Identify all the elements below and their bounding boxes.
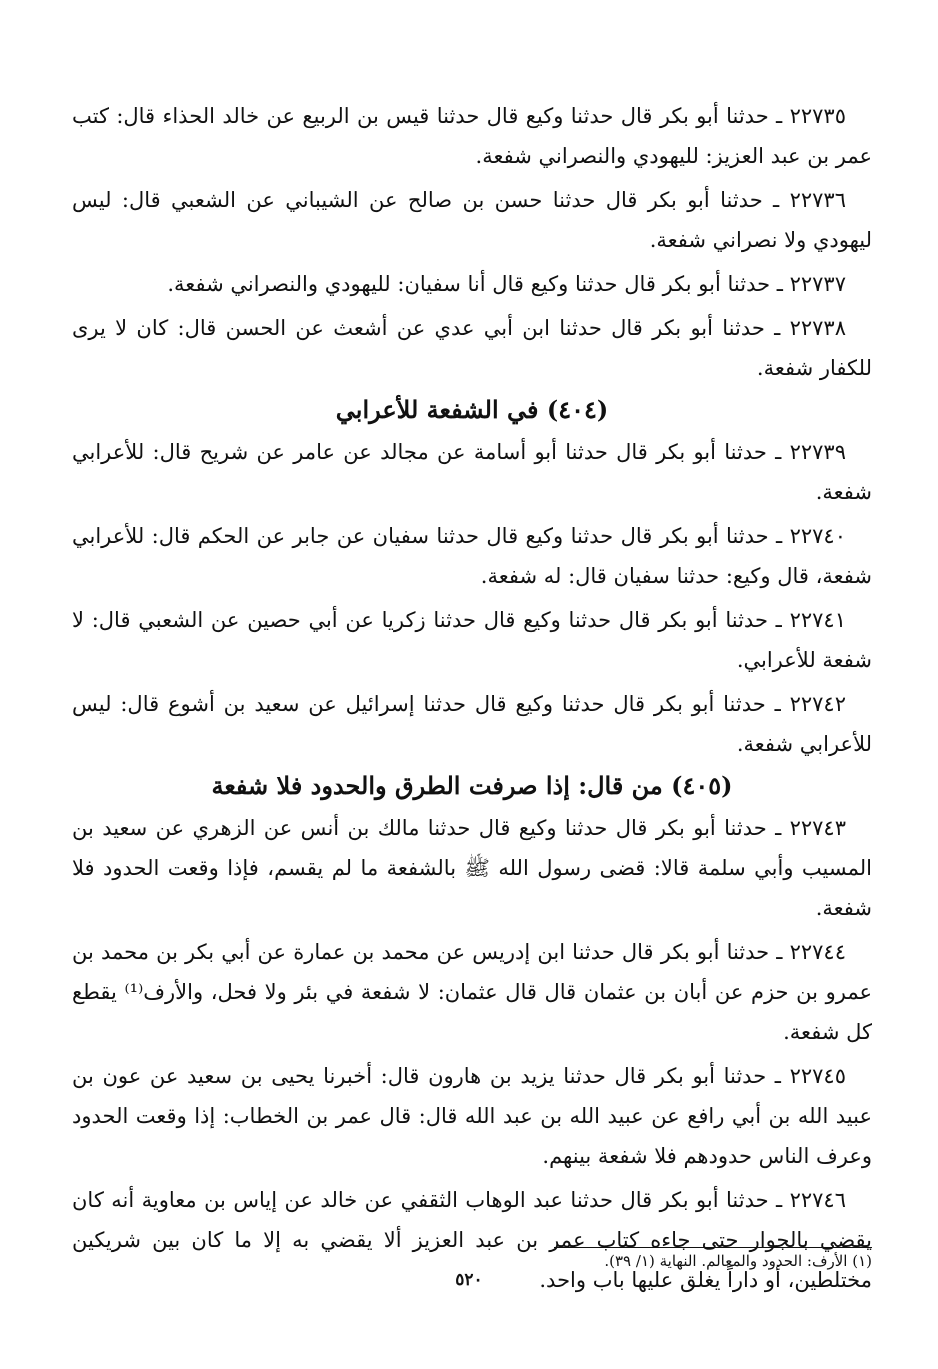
footnote: (١) الأرف: الحدود والمعالم. النهاية (١/ ٣٩). bbox=[604, 1252, 872, 1270]
page-number: ٥٢٠ bbox=[455, 1270, 483, 1290]
hadith-22744: ٢٢٧٤٤ ـ حدثنا أبو بكر قال حدثنا ابن إدريس عن محمد بن عمارة عن أبي بكر بن محمد بن عمرو بن حزم عن أبان بن عثمان قال قال عثمان: لا شفعة في بئر ولا فحل، والأرف⁽¹⁾ يقطع كل شفعة. bbox=[72, 940, 872, 1044]
hadith-22739: ٢٢٧٣٩ ـ حدثنا أبو بكر قال حدثنا أبو أسامة عن مجالد عن عامر عن شريح قال: للأعرابي شفعة. bbox=[72, 440, 872, 504]
hadith-22735: ٢٢٧٣٥ ـ حدثنا أبو بكر قال حدثنا وكيع قال حدثنا قيس بن الربيع عن خالد الحذاء قال: كتب عمر بن عبد العزيز: لليهودي والنصراني شفعة. bbox=[72, 104, 872, 168]
hadith-22737: ٢٢٧٣٧ ـ حدثنا أبو بكر قال حدثنا وكيع قال أنا سفيان: لليهودي والنصراني شفعة. bbox=[167, 272, 846, 296]
hadith-22742: ٢٢٧٤٢ ـ حدثنا أبو بكر قال حدثنا وكيع قال حدثنا إسرائيل عن سعيد بن أشوع قال: ليس للأعرابي شفعة. bbox=[72, 692, 872, 756]
hadith-22745: ٢٢٧٤٥ ـ حدثنا أبو بكر قال حدثنا يزيد بن هارون قال: أخبرنا يحيى بن سعيد عن عون بن عبيد الله بن أبي رافع عن عبيد الله بن عبد الله قال: قال عمر بن الخطاب: إذا وقعت الحدود وعرف الناس حدودهم فلا شفعة بينهم. bbox=[72, 1064, 872, 1168]
hadith-22736: ٢٢٧٣٦ ـ حدثنا أبو بكر قال حدثنا حسن بن صالح عن الشيباني عن الشعبي قال: ليس ليهودي ولا نصراني شفعة. bbox=[72, 188, 872, 252]
hadith-22740: ٢٢٧٤٠ ـ حدثنا أبو بكر قال حدثنا وكيع قال حدثنا سفيان عن جابر عن الحكم قال: للأعرابي شفعة، قال وكيع: حدثنا سفيان قال: له شفعة. bbox=[72, 524, 872, 588]
footnote-divider bbox=[554, 1247, 872, 1248]
chapter-heading-405: (٤٠٥) من قال: إذا صرفت الطرق والحدود فلا شفعة bbox=[211, 771, 733, 800]
hadith-22746: ٢٢٧٤٦ ـ حدثنا أبو بكر قال حدثنا عبد الوهاب الثقفي عن خالد عن إياس بن معاوية أنه كان يقضي بالجوار حتى جاءه كتاب عمر بن عبد العزيز ألا يقضي به إلا ما كان بين شريكين مختلطين، أو داراً يغلق عليها باب واحد. bbox=[72, 1188, 872, 1292]
hadith-22743: ٢٢٧٤٣ ـ حدثنا أبو بكر قال حدثنا وكيع قال حدثنا مالك بن أنس عن الزهري عن سعيد بن المسيب وأبي سلمة قالا: قضى رسول الله ﷺ بالشفعة ما لم يقسم، فإذا وقعت الحدود فلا شفعة. bbox=[72, 816, 872, 920]
page-body bbox=[72, 96, 872, 1304]
chapter-heading-404: (٤٠٤) في الشفعة للأعرابي bbox=[335, 395, 609, 424]
hadith-22741: ٢٢٧٤١ ـ حدثنا أبو بكر قال حدثنا وكيع قال حدثنا زكريا عن أبي حصين عن الشعبي قال: لا شفعة للأعرابي. bbox=[72, 608, 872, 672]
hadith-22738: ٢٢٧٣٨ ـ حدثنا أبو بكر قال حدثنا ابن أبي عدي عن أشعث عن الحسن قال: كان لا يرى للكفار شفعة. bbox=[72, 316, 872, 380]
